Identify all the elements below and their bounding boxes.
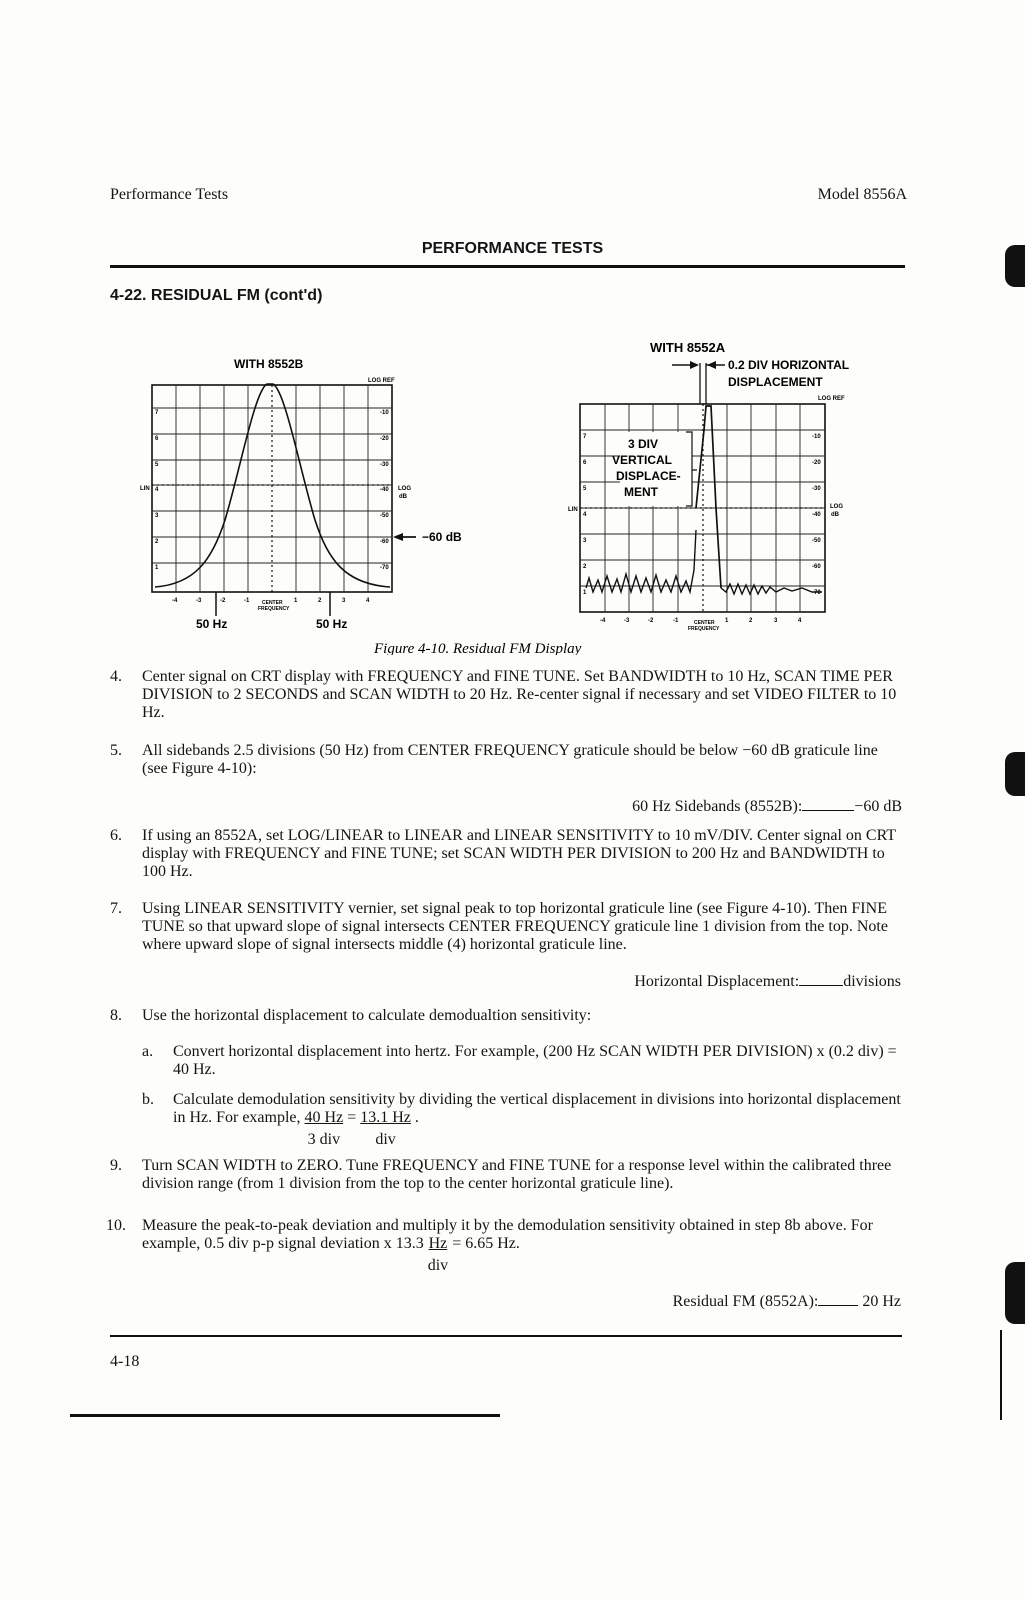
left-hz-marker: 50 Hz bbox=[196, 617, 228, 631]
hdisp-label: Horizontal Displacement: bbox=[634, 973, 800, 990]
rfm-value: 20 Hz bbox=[862, 1293, 901, 1310]
fraction-denominator: div bbox=[427, 1257, 449, 1274]
svg-text:-2: -2 bbox=[220, 598, 226, 604]
rfm-blank[interactable] bbox=[818, 1293, 858, 1306]
substep-b-body: Calculate demodulation sensitivity by dividing the vertical displacement in divisions into horizontal displacement in Hz. For example, bbox=[173, 1091, 901, 1126]
left-cf-label-2: FREQUENCY bbox=[258, 606, 290, 612]
step-10-text bbox=[142, 1217, 902, 1275]
left-log-ref: LOG REF bbox=[368, 378, 395, 384]
svg-text:4: 4 bbox=[155, 487, 159, 493]
svg-text:-60: -60 bbox=[812, 564, 821, 570]
svg-text:-30: -30 bbox=[812, 486, 821, 492]
step-number: 6. bbox=[110, 827, 122, 844]
fraction-denominator: div bbox=[375, 1131, 396, 1148]
svg-text:1: 1 bbox=[725, 618, 729, 624]
right-hz-marker: 50 Hz bbox=[316, 617, 348, 631]
vertical-label-4: MENT bbox=[624, 485, 658, 499]
db-callout: −60 dB bbox=[422, 530, 462, 544]
svg-text:2: 2 bbox=[583, 564, 587, 570]
fraction-numerator: 40 Hz bbox=[304, 1109, 344, 1126]
vertical-label-2: VERTICAL bbox=[612, 453, 672, 467]
svg-text:2: 2 bbox=[318, 598, 322, 604]
example-fraction-1 bbox=[305, 1109, 344, 1149]
page-heading: PERFORMANCE TESTS bbox=[421, 240, 604, 257]
svg-text:2: 2 bbox=[155, 539, 159, 545]
sidebands-value: −60 dB bbox=[854, 798, 902, 815]
svg-text:-1: -1 bbox=[673, 618, 679, 624]
step-number: 5. bbox=[110, 742, 122, 759]
svg-text:1: 1 bbox=[155, 565, 159, 571]
svg-text:4: 4 bbox=[583, 512, 587, 518]
step-number: 8. bbox=[110, 1007, 122, 1024]
binder-hole bbox=[1005, 752, 1025, 796]
svg-text:-20: -20 bbox=[812, 460, 821, 466]
step-5-text: All sidebands 2.5 divisions (50 Hz) from CENTER FREQUENCY graticule should be below −60 dB graticule line (see Figure 4-10): bbox=[142, 742, 878, 777]
svg-text:6: 6 bbox=[583, 460, 587, 466]
sidebands-entry bbox=[632, 798, 902, 816]
svg-text:-10: -10 bbox=[812, 434, 821, 440]
svg-text:-50: -50 bbox=[380, 513, 389, 519]
residual-fm-figure bbox=[100, 330, 930, 655]
svg-text:1: 1 bbox=[294, 598, 298, 604]
svg-text:3: 3 bbox=[583, 538, 587, 544]
step-number: 7. bbox=[110, 900, 122, 917]
step-number: 10. bbox=[106, 1217, 126, 1234]
left-db-label: dB bbox=[399, 494, 407, 500]
svg-text:-3: -3 bbox=[624, 618, 630, 624]
sentence-end: . bbox=[414, 1109, 419, 1126]
left-cf-label-1: CENTER bbox=[262, 600, 283, 606]
displacement-label-2: DISPLACEMENT bbox=[728, 375, 823, 389]
svg-text:-70: -70 bbox=[812, 590, 821, 596]
hdisp-entry bbox=[634, 973, 901, 991]
left-log-label: LOG bbox=[398, 486, 411, 492]
svg-text:-1: -1 bbox=[244, 598, 250, 604]
running-header-right: Model 8556A bbox=[817, 186, 907, 203]
right-cf-label-2: FREQUENCY bbox=[688, 626, 720, 632]
section-title: 4-22. RESIDUAL FM (cont'd) bbox=[110, 287, 323, 304]
hdisp-blank[interactable] bbox=[799, 973, 843, 986]
svg-text:1: 1 bbox=[583, 590, 587, 596]
step-9-text: Turn SCAN WIDTH to ZERO. Tune FREQUENCY and FINE TUNE for a response level within the calibrated three division range (from 1 division from the top to the center horizontal graticule line). bbox=[142, 1157, 892, 1192]
svg-text:7: 7 bbox=[583, 434, 587, 440]
step-10-body: Measure the peak-to-peak deviation and multiply it by the demodulation sensitivity obtained in step 8b above. For example, 0.5 div p-p signal deviation x 13.3 bbox=[142, 1217, 873, 1252]
substep-a-text: Convert horizontal displacement into hertz. For example, (200 Hz SCAN WIDTH PER DIVISION) x (0.2 div) = 40 Hz. bbox=[173, 1043, 897, 1078]
svg-text:-3: -3 bbox=[196, 598, 202, 604]
svg-text:-20: -20 bbox=[380, 436, 389, 442]
rfm-label: Residual FM (8552A): bbox=[672, 1293, 819, 1310]
displacement-label-1: 0.2 DIV HORIZONTAL bbox=[728, 358, 850, 372]
substep-b-text bbox=[173, 1091, 901, 1149]
figure-caption: Figure 4-10. Residual FM Display bbox=[374, 641, 582, 655]
svg-text:6: 6 bbox=[155, 436, 159, 442]
step-7-text: Using LINEAR SENSITIVITY vernier, set signal peak to top horizontal graticule line (see Figure 4-10). Then FINE TUNE so that upward slope of signal intersects CENTER FREQUENCY graticule line 1 division from the top. Note where upward slope of signal intersects middle (4) horizontal graticule line. bbox=[142, 900, 888, 953]
fraction-denominator: 3 div bbox=[307, 1131, 341, 1148]
right-display-title: WITH 8552A bbox=[650, 340, 726, 355]
step-10-result: = 6.65 Hz. bbox=[452, 1235, 520, 1252]
substep-label: a. bbox=[142, 1043, 154, 1060]
rfm-entry bbox=[673, 1293, 901, 1311]
fraction-numerator: 13.1 Hz bbox=[360, 1109, 411, 1126]
svg-text:-10: -10 bbox=[380, 410, 389, 416]
binder-hole bbox=[1005, 245, 1025, 287]
page-number: 4-18 bbox=[110, 1353, 140, 1370]
display-8552a bbox=[568, 340, 849, 632]
step-6-text: If using an 8552A, set LOG/LINEAR to LINEAR and LINEAR SENSITIVITY to 10 mV/DIV. Center signal on CRT display with FREQUENCY and FINE TUNE; set SCAN WIDTH PER DIVISION to 200 Hz and BANDWIDTH to 100 Hz. bbox=[142, 827, 896, 880]
svg-text:3: 3 bbox=[774, 618, 778, 624]
svg-text:-4: -4 bbox=[600, 618, 606, 624]
svg-text:-40: -40 bbox=[812, 512, 821, 518]
svg-text:4: 4 bbox=[366, 598, 370, 604]
heading-rule bbox=[110, 265, 905, 268]
right-log-label: LOG bbox=[830, 504, 843, 510]
vertical-label-3: DISPLACE- bbox=[616, 469, 681, 483]
step-number: 9. bbox=[110, 1157, 122, 1174]
sensitivity-fraction bbox=[428, 1235, 448, 1275]
substep-label: b. bbox=[142, 1091, 154, 1108]
svg-text:5: 5 bbox=[583, 486, 587, 492]
step-4-text: Center signal on CRT display with FREQUENCY and FINE TUNE. Set BANDWIDTH to 10 Hz, SCAN TIME PER DIVISION to 2 SECONDS and SCAN WIDTH to 20 Hz. Re-center signal if necessary and set VIDEO FILTER to 10 Hz. bbox=[142, 668, 897, 721]
svg-text:4: 4 bbox=[798, 618, 802, 624]
left-lin-label: LIN bbox=[140, 486, 150, 492]
svg-text:3: 3 bbox=[342, 598, 346, 604]
svg-text:-40: -40 bbox=[380, 487, 389, 493]
bottom-edge-rule bbox=[70, 1414, 500, 1417]
display-8552b bbox=[140, 357, 462, 631]
hdisp-unit: divisions bbox=[843, 973, 901, 990]
svg-text:2: 2 bbox=[749, 618, 753, 624]
binder-hole bbox=[1005, 1262, 1025, 1324]
sidebands-label: 60 Hz Sidebands (8552B): bbox=[632, 798, 803, 815]
sidebands-blank[interactable] bbox=[802, 798, 854, 811]
right-cf-label-1: CENTER bbox=[694, 620, 715, 626]
svg-text:3: 3 bbox=[155, 513, 159, 519]
svg-text:-2: -2 bbox=[648, 618, 654, 624]
svg-text:-50: -50 bbox=[812, 538, 821, 544]
step-number: 4. bbox=[110, 668, 122, 685]
svg-text:-70: -70 bbox=[380, 565, 389, 571]
svg-text:7: 7 bbox=[155, 410, 159, 416]
svg-text:-30: -30 bbox=[380, 462, 389, 468]
right-db-label: dB bbox=[831, 512, 839, 518]
running-header-left: Performance Tests bbox=[110, 186, 229, 203]
vertical-label-1: 3 DIV bbox=[628, 437, 659, 451]
right-log-ref: LOG REF bbox=[818, 396, 845, 402]
step-8-text: Use the horizontal displacement to calculate demodualtion sensitivity: bbox=[142, 1007, 592, 1024]
svg-text:-60: -60 bbox=[380, 539, 389, 545]
example-fraction-2 bbox=[360, 1109, 411, 1149]
svg-text:5: 5 bbox=[155, 462, 159, 468]
fraction-numerator: Hz bbox=[428, 1235, 448, 1252]
right-lin-label: LIN bbox=[568, 507, 578, 513]
left-display-title: WITH 8552B bbox=[234, 357, 304, 371]
footer-rule bbox=[110, 1335, 902, 1337]
edge-line bbox=[1000, 1330, 1002, 1420]
svg-text:-4: -4 bbox=[172, 598, 178, 604]
fraction-equals: = bbox=[347, 1109, 357, 1126]
